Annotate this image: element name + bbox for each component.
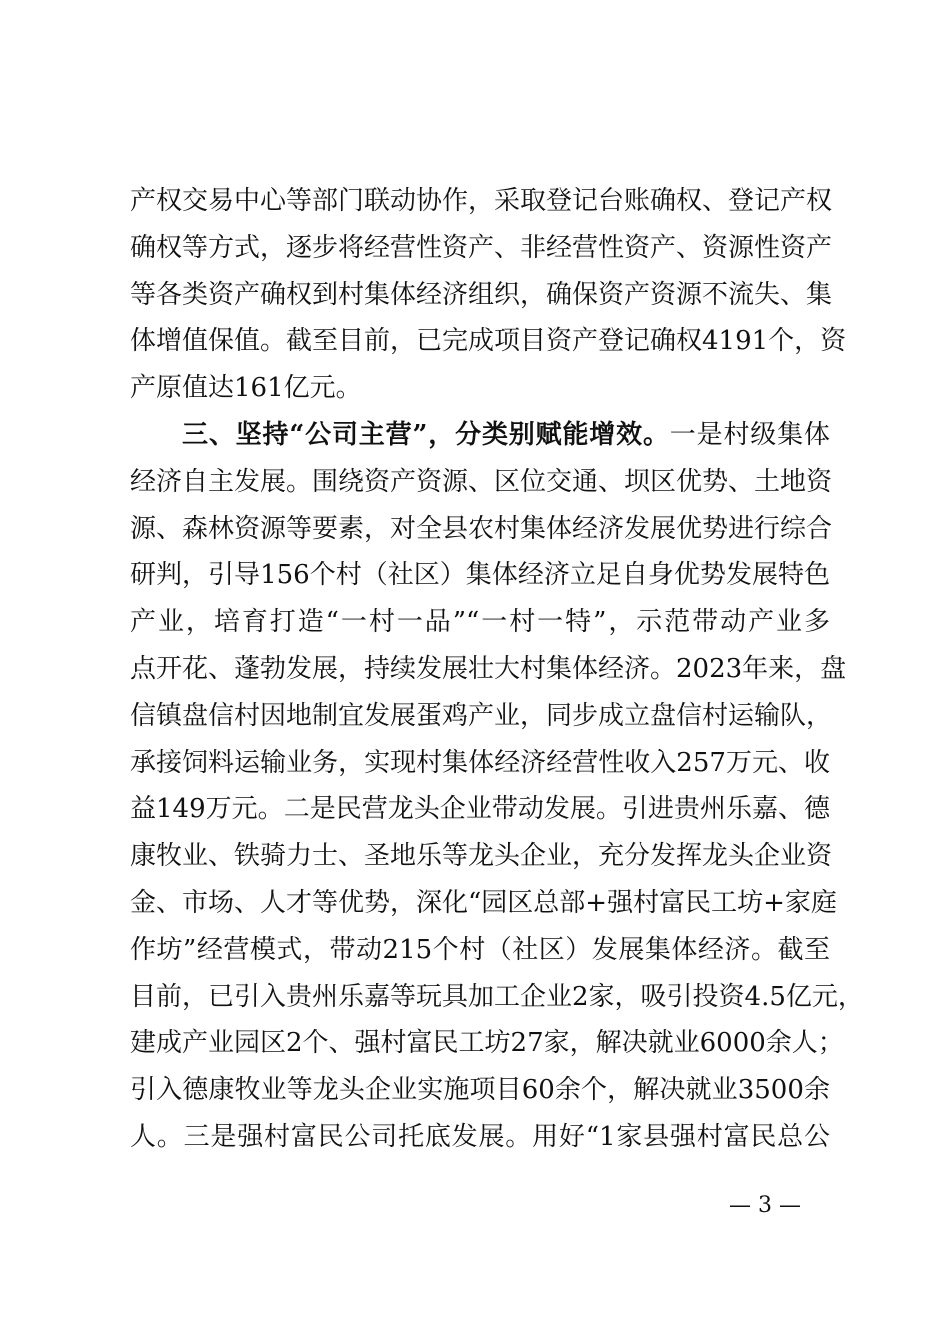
paragraph-line: 作坊”经营模式，带动215个村（社区）发展集体经济。截至 (130, 934, 830, 965)
paragraph-company-operation (130, 412, 864, 1161)
section-heading: 三、坚持“公司主营”，分类别赋能增效。 (182, 419, 670, 450)
paragraph-line: 经济自主发展。围绕资产资源、区位交通、坝区优势、土地资 (130, 466, 833, 497)
paragraph-line: 产业，培育打造“一村一品”“一村一特”，示范带动产业多 (130, 607, 830, 638)
paragraph-line: 目前，已引入贵州乐嘉等玩具加工企业2家，吸引投资4.5亿元， (130, 981, 864, 1012)
paragraph-asset-confirmation (130, 178, 847, 412)
paragraph-first-line (130, 412, 830, 459)
document-body (130, 178, 864, 1161)
paragraph-line: 康牧业、铁骑力士、圣地乐等龙头企业，充分发挥龙头企业资 (130, 841, 833, 872)
paragraph-line: 研判，引导156个村（社区）集体经济立足自身优势发展特色 (130, 560, 830, 591)
paragraph-first-line-text: 一是村级集体 (669, 419, 830, 450)
paragraph-line: 益149万元。二是民营龙头企业带动发展。引进贵州乐嘉、德 (130, 794, 830, 825)
paragraph-line: 金、市场、人才等优势，深化“园区总部+强村富民工坊+家庭 (130, 887, 837, 918)
paragraph-line: 确权等方式，逐步将经营性资产、非经营性资产、资源性资产 (130, 232, 833, 263)
paragraph-line: 信镇盘信村因地制宜发展蛋鸡产业，同步成立盘信村运输队， (130, 700, 833, 731)
paragraph-line: 承接饲料运输业务，实现村集体经济经营性收入257万元、收 (130, 747, 830, 778)
paragraph-line: 点开花、蓬勃发展，持续发展壮大村集体经济。2023年来，盘 (130, 653, 847, 684)
paragraph-line: 源、森林资源等要素，对全县农村集体经济发展优势进行综合 (130, 513, 833, 544)
paragraph-line: 建成产业园区2个、强村富民工坊27家，解决就业6000余人； (130, 1028, 844, 1059)
paragraph-line: 等各类资产确权到村集体经济组织，确保资产资源不流失、集 (130, 279, 833, 310)
paragraph-line: 体增值保值。截至目前，已完成项目资产登记确权4191个，资 (130, 326, 847, 357)
paragraph-line: 引入德康牧业等龙头企业实施项目60余个，解决就业3500余 (130, 1075, 830, 1106)
page-number: — 3 — (729, 1193, 801, 1218)
paragraph-line: 产原值达161亿元。 (130, 373, 362, 404)
paragraph-line: 人。三是强村富民公司托底发展。用好“1家县强村富民总公 (130, 1121, 830, 1152)
paragraph-line: 产权交易中心等部门联动协作，采取登记台账确权、登记产权 (130, 186, 833, 216)
